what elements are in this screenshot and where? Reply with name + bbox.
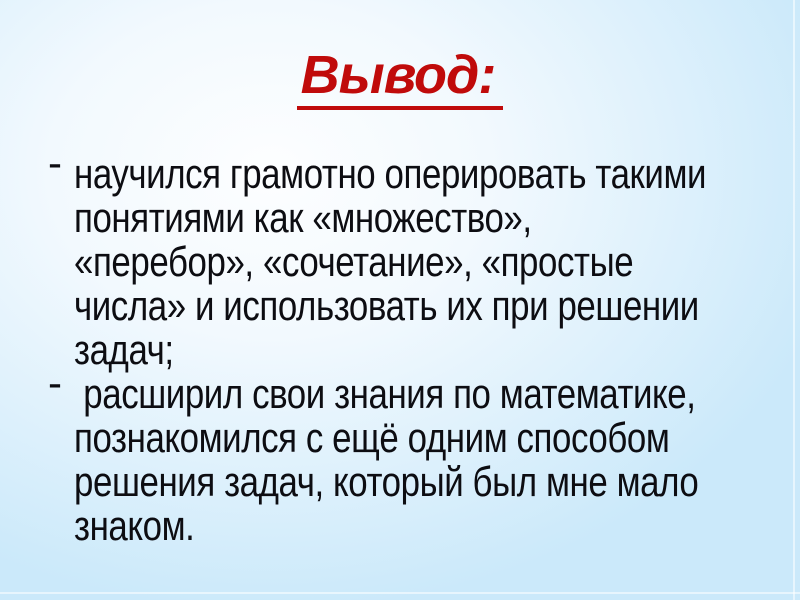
bullet-line: научился грамотно оперировать такими — [74, 150, 707, 197]
bullet-text-2 — [74, 372, 800, 548]
slide-body — [48, 139, 800, 549]
bullet-text-1 — [74, 152, 800, 372]
bullet-line: «перебор», «сочетание», «простые — [74, 238, 634, 285]
slide-title-area — [0, 45, 800, 110]
bullet-marker-column — [48, 139, 74, 196]
dash-bullet-icon: - — [48, 359, 62, 406]
bullet-line: понятиями как «множество», — [74, 194, 532, 241]
bullet-line: знаком. — [74, 502, 195, 549]
slide-title: Вывод: — [297, 48, 504, 110]
bullet-line: решения задач, который был мне мало — [74, 458, 699, 505]
bullet-line: числа» и использовать их при решении — [74, 282, 699, 329]
bullet-line: задач; — [74, 326, 174, 373]
bullet-marker-column — [48, 359, 74, 416]
bullet-item-1 — [48, 139, 800, 373]
bottom-edge-highlight-line — [0, 592, 800, 594]
right-edge-highlight-line — [793, 0, 795, 600]
dash-bullet-icon: - — [48, 139, 62, 186]
bullet-line: расширил свои знания по математике, — [74, 370, 696, 417]
bullet-line: познакомился с ещё одним способом — [74, 414, 670, 461]
bullet-item-2 — [48, 359, 800, 549]
